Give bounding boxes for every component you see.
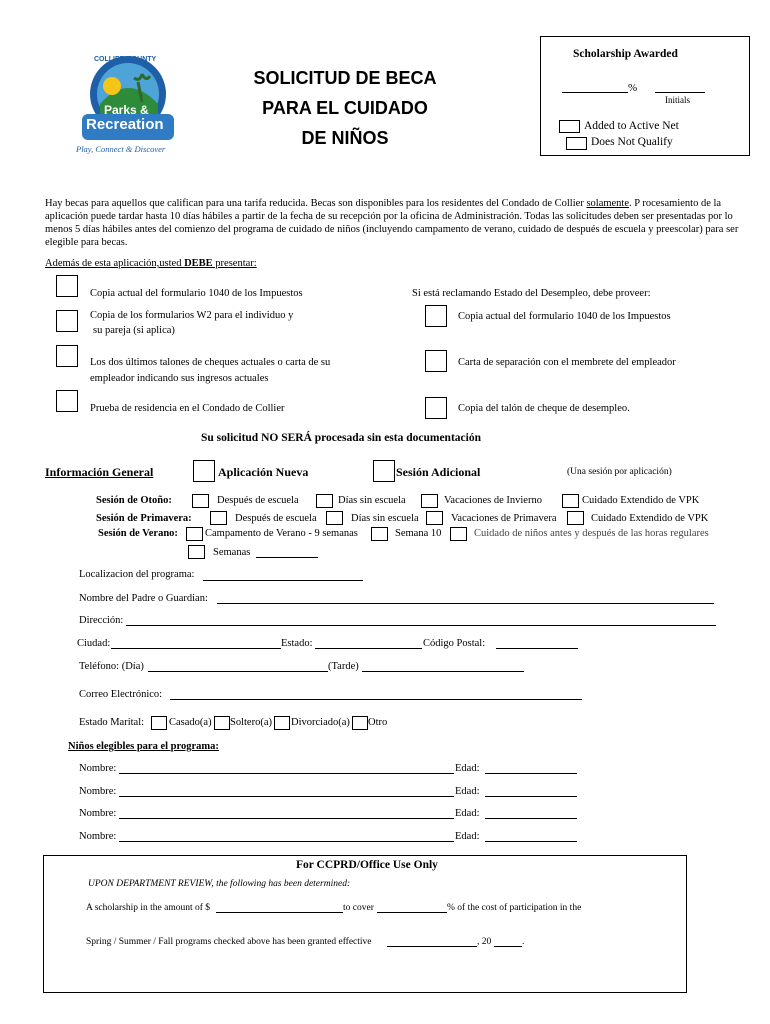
child-name-field[interactable] [119, 841, 454, 842]
award-initials-label: Initials [665, 95, 690, 105]
added-active-net-checkbox[interactable] [559, 120, 580, 133]
scholarship-amount-field[interactable] [216, 912, 343, 913]
phone-day-label: Teléfono: (Día) [79, 661, 144, 672]
child-age-field[interactable] [485, 796, 577, 797]
doc-residency-label: Prueba de residencia en el Condado de Collier [90, 403, 285, 414]
spring-vpk-checkbox[interactable] [567, 511, 584, 525]
child-age-field[interactable] [485, 841, 577, 842]
spring-break-label: Vacaciones de Primavera [451, 513, 557, 524]
must-present-a: Además de esta aplicación,usted [45, 258, 185, 269]
new-application-label: Aplicación Nueva [218, 465, 309, 479]
marital-status-label: Estado Marital: [79, 717, 145, 728]
fall-session-label: Sesión de Otoño: [96, 495, 172, 506]
spring-vpk-label: Cuidado Extendido de VPK [591, 513, 709, 524]
summer-weeks-label: Semanas [213, 547, 251, 558]
eligible-children-heading: Niños elegibles para el programa: [68, 741, 219, 752]
logo-tagline: Play, Connect & Discover [76, 144, 166, 154]
summer-9week-checkbox[interactable] [186, 527, 203, 541]
marital-single-label: Soltero(a) [230, 717, 272, 728]
added-active-net-label: Added to Active Net [584, 120, 679, 132]
parent-name-field[interactable] [217, 603, 714, 604]
intro-underlined: solamente [586, 198, 630, 209]
scholarship-awarded-heading: Scholarship Awarded [573, 48, 678, 60]
intro-text-rest: . P rocesamiento de la aplicación puede tardar hasta 10 días hábiles a partir de la fecha de su recepción por la oficina de Administración. Todas las solicitudes deben ser presentadas por lo menos 5 días hábiles antes del comienzo del programa de cuidado de niños (incluyendo campamento de verano, cuidado de después de escuela y preescolar) para ser elegible para becas. [45, 198, 739, 248]
doc-1040-checkbox[interactable] [56, 275, 78, 297]
unemployment-heading: Si está reclamando Estado del Desempleo, debe proveer: [412, 288, 651, 299]
child-name-label: Nombre: [79, 763, 117, 774]
doc-w2-checkbox[interactable] [56, 310, 78, 332]
unemp-1040-label: Copia actual del formulario 1040 de los Impuestos [458, 311, 671, 322]
scholarship-percent-label: % of the cost of participation in the [447, 903, 582, 913]
new-application-checkbox[interactable] [193, 460, 215, 482]
granted-year-field[interactable] [494, 946, 522, 947]
phone-evening-field[interactable] [362, 671, 524, 672]
logo-county: COLLIER COUNTY [94, 56, 157, 63]
state-label: Estado: [281, 638, 313, 649]
child-age-label: Edad: [455, 830, 480, 842]
logo [72, 52, 182, 160]
fall-no-school-label: Días sin escuela [338, 495, 406, 506]
address-field[interactable] [126, 625, 716, 626]
additional-session-checkbox[interactable] [373, 460, 395, 482]
city-field[interactable] [111, 648, 281, 649]
child-name-label: Nombre: [79, 785, 117, 797]
additional-session-label: Sesión Adicional [396, 465, 481, 479]
office-use-box [43, 855, 687, 993]
fall-vpk-checkbox[interactable] [562, 494, 579, 508]
summer-weeks-checkbox[interactable] [188, 545, 205, 559]
child-age-label: Edad: [455, 785, 480, 797]
phone-day-field[interactable] [148, 671, 328, 672]
does-not-qualify-label: Does Not Qualify [591, 136, 673, 148]
logo-recreation: Recreation [86, 116, 164, 133]
spring-after-school-checkbox[interactable] [210, 511, 227, 525]
must-present-b: DEBE [184, 258, 213, 269]
scholarship-percent-field[interactable] [377, 912, 447, 913]
summer-week10-checkbox[interactable] [371, 527, 388, 541]
child-age-label: Edad: [455, 763, 480, 774]
doc-paystubs-label-2: empleador indicando sus ingresos actuales [90, 373, 269, 384]
zip-label: Código Postal: [423, 638, 486, 649]
spring-after-school-label: Después de escuela [235, 513, 317, 524]
granted-year-label: , 20 [477, 937, 492, 947]
child-name-label: Nombre: [79, 830, 117, 842]
fall-after-school-label: Después de escuela [217, 495, 299, 506]
child-age-label: Edad: [455, 808, 480, 819]
fall-after-school-checkbox[interactable] [192, 494, 209, 508]
office-use-heading: For CCPRD/Office Use Only [296, 859, 438, 871]
does-not-qualify-checkbox[interactable] [566, 137, 587, 150]
award-initials-line[interactable] [655, 92, 705, 93]
marital-divorced-label: Divorciado(a) [291, 717, 350, 728]
child-name-field[interactable] [119, 796, 454, 797]
phone-evening-label: (Tarde) [328, 661, 359, 672]
fall-vpk-label: Cuidado Extendido de VPK [582, 495, 700, 506]
marital-married-checkbox[interactable] [151, 716, 167, 730]
doc-w2-label-2: su pareja (si aplica) [93, 325, 175, 336]
marital-other-label: Otro [368, 717, 388, 728]
child-age-field[interactable] [485, 818, 577, 819]
child-name-field[interactable] [119, 773, 454, 774]
doc-1040-label: Copia actual del formulario 1040 de los Impuestos [90, 288, 303, 299]
one-session-note: (Una sesión por aplicación) [567, 467, 672, 477]
summer-session-label: Sesión de Verano: [98, 528, 178, 539]
granted-effective-label: Spring / Summer / Fall programs checked above has been granted effective [86, 937, 372, 947]
zip-field[interactable] [496, 648, 578, 649]
summer-extended-checkbox[interactable] [450, 527, 467, 541]
city-label: Ciudad: [77, 638, 111, 649]
summer-week10-label: Semana 10 [395, 528, 442, 539]
fall-no-school-checkbox[interactable] [316, 494, 333, 508]
page-title-line3: DE NIÑOS [301, 128, 389, 148]
unemp-stub-label: Copia del talón de cheque de desempleo. [458, 403, 630, 414]
page-title-line1: SOLICITUD DE BECA [253, 68, 437, 88]
child-name-field[interactable] [119, 818, 454, 819]
child-age-field[interactable] [485, 773, 577, 774]
page-title-line2: PARA EL CUIDADO [262, 98, 428, 118]
logo-parks: Parks & [104, 103, 149, 117]
parent-name-label: Nombre del Padre o Guardian: [79, 593, 208, 604]
must-present-c: presentar: [212, 258, 257, 269]
granted-date-field[interactable] [387, 946, 477, 947]
program-location-field[interactable] [203, 580, 363, 581]
spring-break-checkbox[interactable] [426, 511, 443, 525]
fall-winter-break-label: Vacaciones de Invierno [444, 495, 542, 506]
doc-residency-checkbox[interactable] [56, 390, 78, 412]
marital-other-checkbox[interactable] [352, 716, 368, 730]
intro-text: Hay becas para aquellos que califican para una tarifa reducida. Becas son disponibles para los residentes del Condado de Collier [45, 198, 584, 209]
award-percent-sign: % [628, 82, 638, 94]
unemp-letter-checkbox[interactable] [425, 350, 447, 372]
general-info-heading: Información General [45, 465, 154, 479]
scholarship-cover-label: to cover [343, 903, 374, 913]
address-label: Dirección: [79, 615, 124, 626]
summer-extended-label: Cuidado de niños antes y después de las horas regulares [474, 528, 709, 539]
unemp-1040-checkbox[interactable] [425, 305, 447, 327]
fall-winter-break-checkbox[interactable] [421, 494, 438, 508]
summer-weeks-line[interactable] [256, 557, 318, 558]
unemp-stub-checkbox[interactable] [425, 397, 447, 419]
intro-paragraph [45, 197, 757, 249]
spring-no-school-label: Días sin escuela [351, 513, 419, 524]
unemp-letter-label: Carta de separación con el membrete del empleador [458, 357, 676, 368]
spring-session-label: Sesión de Primavera: [96, 513, 192, 524]
documentation-warning: Su solicitud NO SERÁ procesada sin esta documentación [201, 432, 481, 444]
award-percent-line[interactable] [562, 92, 628, 93]
email-label: Correo Electrónico: [79, 689, 163, 700]
email-field[interactable] [170, 699, 582, 700]
doc-w2-label: Copia de los formularios W2 para el individuo y [90, 310, 294, 321]
program-location-label: Localizacion del programa: [79, 569, 195, 580]
doc-paystubs-checkbox[interactable] [56, 345, 78, 367]
child-name-label: Nombre: [79, 808, 117, 819]
state-field[interactable] [315, 648, 422, 649]
marital-married-label: Casado(a) [169, 717, 212, 728]
summer-9week-label: Campamento de Verano - 9 semanas [205, 528, 358, 539]
department-review-text: UPON DEPARTMENT REVIEW, the following has been determined: [88, 879, 351, 889]
must-present-line [45, 258, 257, 269]
granted-period: . [522, 937, 525, 947]
scholarship-amount-label: A scholarship in the amount of $ [86, 903, 211, 913]
doc-paystubs-label: Los dos últimos talones de cheques actuales o carta de su [90, 357, 331, 368]
spring-no-school-checkbox[interactable] [326, 511, 343, 525]
marital-single-checkbox[interactable] [214, 716, 230, 730]
marital-divorced-checkbox[interactable] [274, 716, 290, 730]
